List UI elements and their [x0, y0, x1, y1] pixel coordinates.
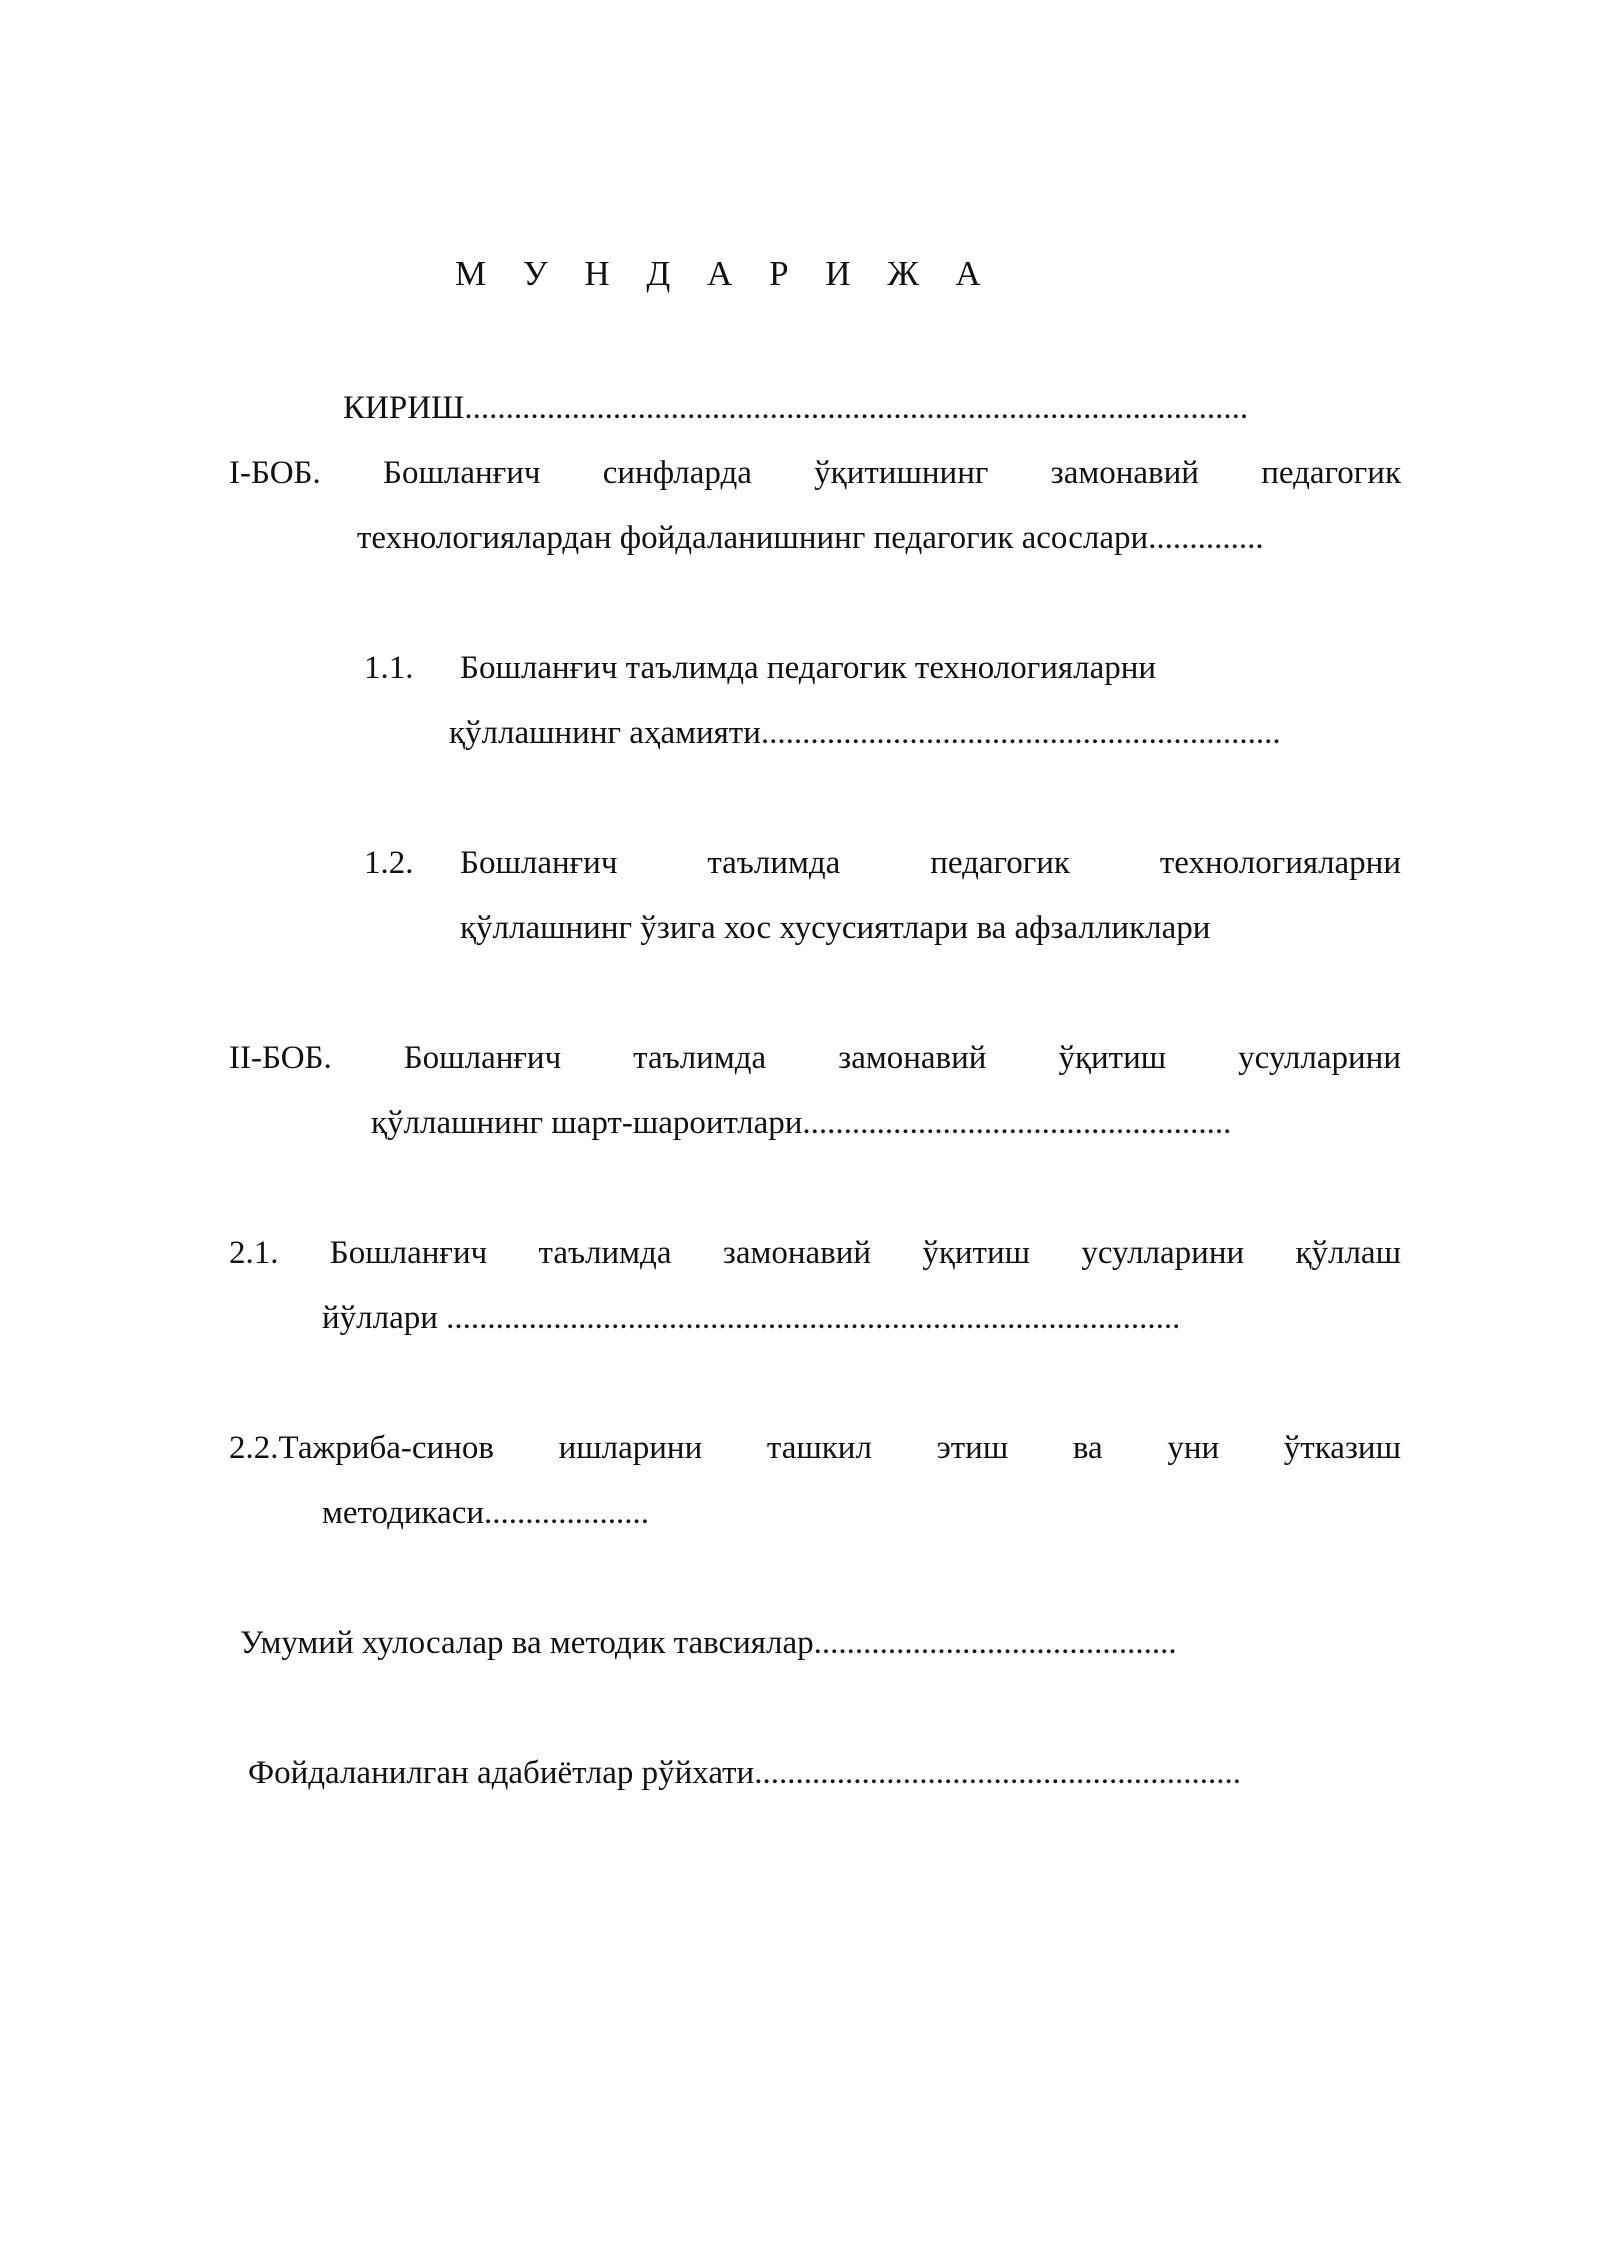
toc-section1-2-number: 1.2. [364, 845, 414, 881]
toc-intro: КИРИШ............................................................................................... [343, 390, 1249, 426]
toc-conclusions: Умумий хулосалар ва методик тавсиялар............................................ [240, 1625, 1177, 1661]
toc-chapter2-line2: қўллашнинг шарт-шароитлари.................................................... [371, 1105, 1232, 1141]
toc-section2-2-line2: методикаси.................... [322, 1495, 650, 1531]
toc-section1-1-line2: қўллашнинг аҳамияти............................................................... [449, 715, 1281, 751]
toc-section2-2-line1: 2.2.Тажриба-синов ишларини ташкил этиш ва уни ўтказиш [229, 1430, 1401, 1466]
toc-bibliography: Фойдаланилган адабиётлар рўйхати........................................................... [248, 1755, 1241, 1791]
toc-chapter1-line2: технологиялардан фойдаланишнинг педагогик асослари.............. [357, 520, 1264, 556]
toc-section2-1-line2: йўллари ......................................................................................... [322, 1300, 1181, 1336]
toc-chapter2-line1: II-БОБ. Бошланғич таълимда замонавий ўқитиш усулларини [229, 1040, 1401, 1076]
toc-section1-1-number: 1.1. [364, 650, 414, 686]
toc-chapter1-line1: I-БОБ. Бошланғич синфларда ўқитишнинг замонавий педагогик [229, 455, 1401, 491]
toc-section1-1-line1: Бошланғич таълимда педагогик технологияларни [460, 650, 1157, 686]
toc-section1-2-line1: Бошланғич таълимда педагогик технологияларни [460, 845, 1401, 881]
page-title: М У Н Д А Р И Ж А [455, 254, 995, 293]
toc-section2-1-line1: 2.1. Бошланғич таълимда замонавий ўқитиш усулларини қўллаш [229, 1235, 1401, 1271]
toc-section1-2-line2: қўллашнинг ўзига хос хусусиятлари ва афзалликлари [460, 910, 1211, 946]
